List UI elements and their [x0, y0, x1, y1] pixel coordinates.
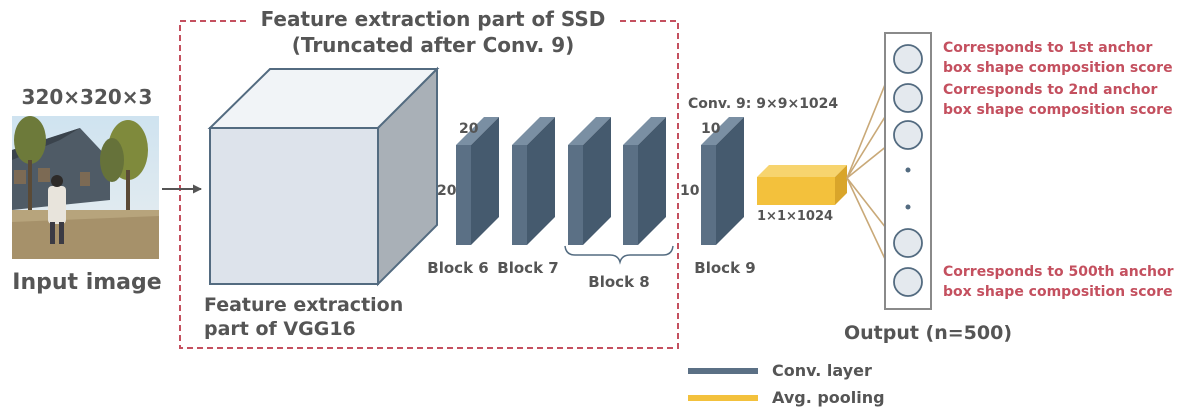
ellipsis-dot-2: [906, 205, 911, 210]
pool-size-label: 1×1×1024: [757, 209, 834, 224]
note-last-line2: box shape composition score: [943, 284, 1173, 300]
vgg16-cube-front: [210, 128, 378, 284]
dim-10-side: 10: [680, 183, 700, 199]
output-node-499: [894, 229, 922, 257]
block7-layer-front: [512, 145, 527, 245]
block7-layer: [512, 117, 555, 245]
conv9-label: Conv. 9: 9×9×1024: [688, 96, 839, 112]
note-first-line1: Corresponds to 1st anchor: [943, 40, 1153, 56]
block8b-layer-front: [623, 145, 638, 245]
vgg16-cube: [210, 69, 437, 284]
output-node-1: [894, 45, 922, 73]
legend-pool-label: Avg. pooling: [772, 388, 885, 407]
vgg16-label-line2: part of VGG16: [204, 318, 356, 340]
block7-label: Block 7: [497, 259, 559, 277]
dim-20-top: 20: [459, 121, 479, 137]
block6-label: Block 6: [427, 259, 489, 277]
ellipsis-dot-1: [906, 168, 911, 173]
dim-10-top: 10: [701, 121, 721, 137]
dim-20-side: 20: [437, 183, 457, 199]
ssd-title-line2: (Truncated after Conv. 9): [291, 33, 575, 57]
block8-brace: [565, 246, 673, 262]
note-second-line2: box shape composition score: [943, 102, 1173, 118]
avg-pooling-block: [757, 165, 847, 205]
input-size-label: 320×320×3: [21, 85, 153, 109]
note-first-line2: box shape composition score: [943, 60, 1173, 76]
output-node-3: [894, 121, 922, 149]
input-image-label: Input image: [12, 270, 162, 295]
note-second-line1: Corresponds to 2nd anchor: [943, 82, 1158, 98]
block8-label: Block 8: [588, 273, 650, 291]
output-node-2: [894, 84, 922, 112]
block9-layer-front: [701, 145, 716, 245]
note-last-line1: Corresponds to 500th anchor: [943, 264, 1174, 280]
block9-label: Block 9: [694, 259, 756, 277]
input-image: [12, 116, 159, 259]
block8b-layer: [623, 117, 666, 245]
output-label: Output (n=500): [843, 322, 1013, 344]
vgg16-label-line1: Feature extraction: [204, 294, 404, 316]
ssd-title-line1: Feature extraction part of SSD: [260, 7, 606, 31]
output-node-500: [894, 268, 922, 296]
block6-layer-front: [456, 145, 471, 245]
block8a-layer-front: [568, 145, 583, 245]
block8a-layer: [568, 117, 611, 245]
legend-conv-label: Conv. layer: [772, 361, 872, 380]
